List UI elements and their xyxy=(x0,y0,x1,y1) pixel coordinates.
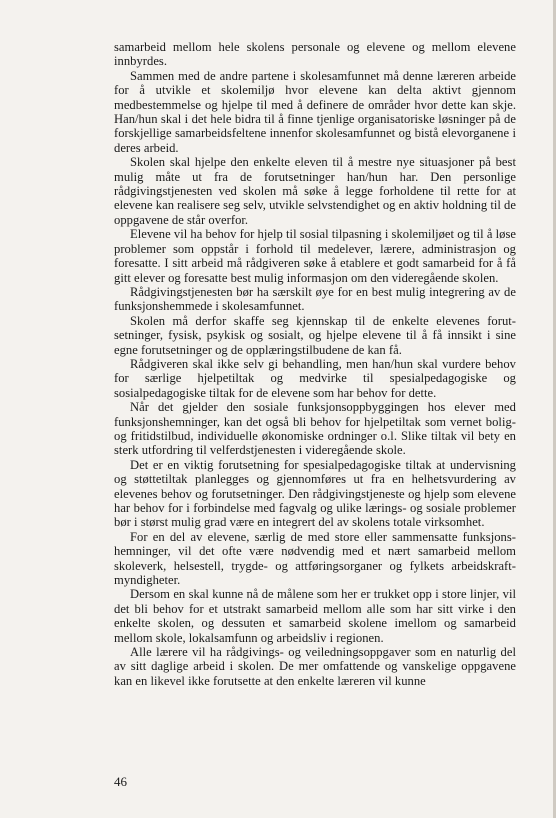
paragraph: Det er en viktig forutsetning for spesialpedagogiske tiltak at undervisning og støttetiltak planlegges og gjennomføres ut fra en helhetsvurdering av elevenes behov og forutsetninger. Den rådgivingstjeneste og hjelp som elevene har behov for i forbindelse med fagvalg og ulike lærings- og sosiale problemer bør i størst mulig grad være en integrert del av skolens totale virksomhet. xyxy=(114,457,516,530)
paragraph: Skolen skal hjelpe den enkelte eleven til å mestre nye situasjoner på best mulig måte ut fra de forutsetninger han/hun har. Den personlige rådgivingstjenesten ved skolen må søke å legge forholdene til rette for at elevene kan realisere seg selv, utvikle selvstendighet og en aktiv holdning til de oppgavene de står overfor. xyxy=(114,155,516,227)
page-number: 46 xyxy=(114,774,127,789)
paragraph: Alle lærere vil ha rådgivings- og veiledningsoppgaver som en naturlig del av sitt daglige arbeid i skolen. De mer omfattende og vanskelige oppgavene kan en likevel ikke forutsette at den enkelte læreren vil kunne xyxy=(114,645,516,688)
paragraph-continuation: samarbeid mellom hele skolens personale og elevene og mellom elevene innbyrdes. xyxy=(114,40,516,69)
paragraph: Rådgivingstjenesten bør ha særskilt øye for en best mulig integrering av de funksjonshemmede i skolesamfunnet. xyxy=(114,284,516,314)
paragraph: Dersom en skal kunne nå de målene som her er trukket opp i store linjer, vil det bli behov for et utstrakt samarbeid mellom alle som har sitt virke i den enkelte skolen, og dessuten et samarbeid skolene imellom og samarbeid mellom skole, lokalsamfunn og arbeidsliv i regionen. xyxy=(114,587,516,645)
paragraph: For en del av elevene, særlig de med store eller sammensatte funksjonshemninger, vil det ofte være nødvendig med et nært samarbeid mellom skoleverk, helsestell, trygde- og attføringsorganer og fylkets arbeidskraftmyndigheter. xyxy=(114,529,516,588)
paragraph: Rådgiveren skal ikke selv gi behandling, men han/hun skal vurdere behov for særlige hjelpetiltak og medvirke til spesialpedagogiske og sosialpedagogiske tiltak for de elevene som har behov for dette. xyxy=(114,356,516,400)
paragraph: Sammen med de andre partene i skolesamfunnet må denne læreren arbeide for å utvikle et skolemiljø hvor elevene kan delta aktivt gjennom medbestemmelse og hjelpe til med å definere de områder hvor dette kan skje. Han/hun skal i det hele bidra til å finne tjenlige organisatoriske løsninger på de forskjellige samarbeidsfeltene innenfor skolesamfunnet og bistå elevorganene i deres arbeid. xyxy=(114,68,516,155)
paragraph: Skolen må derfor skaffe seg kjennskap til de enkelte elevenes forutsetninger, fysisk, psykisk og sosialt, og hjelpe elevene til å få innsikt i sine egne forutsetninger og de opplæringstilbudene de kan få. xyxy=(114,313,516,357)
paragraph: Når det gjelder den sosiale funksjonsoppbyggingen hos elever med funksjonshemninger, kan det også bli behov for hjelpetiltak som vernet bolig- og fritidstilbud, individuelle økonomiske ordninger o.l. Slike tiltak vil bety en sterk utfordring til velferdstjenesten i videregående skole. xyxy=(114,400,516,458)
body-text xyxy=(114,40,516,688)
paragraph: Elevene vil ha behov for hjelp til sosial tilpasning i skolemiljøet og til å løse problemer som oppstår i forhold til medelever, lærere, administrasjon og foresatte. I sitt arbeid må rådgiveren søke å etablere et godt samarbeid for å få gitt elever og foresatte best mulig informasjon om den videregående skolen. xyxy=(114,227,516,285)
